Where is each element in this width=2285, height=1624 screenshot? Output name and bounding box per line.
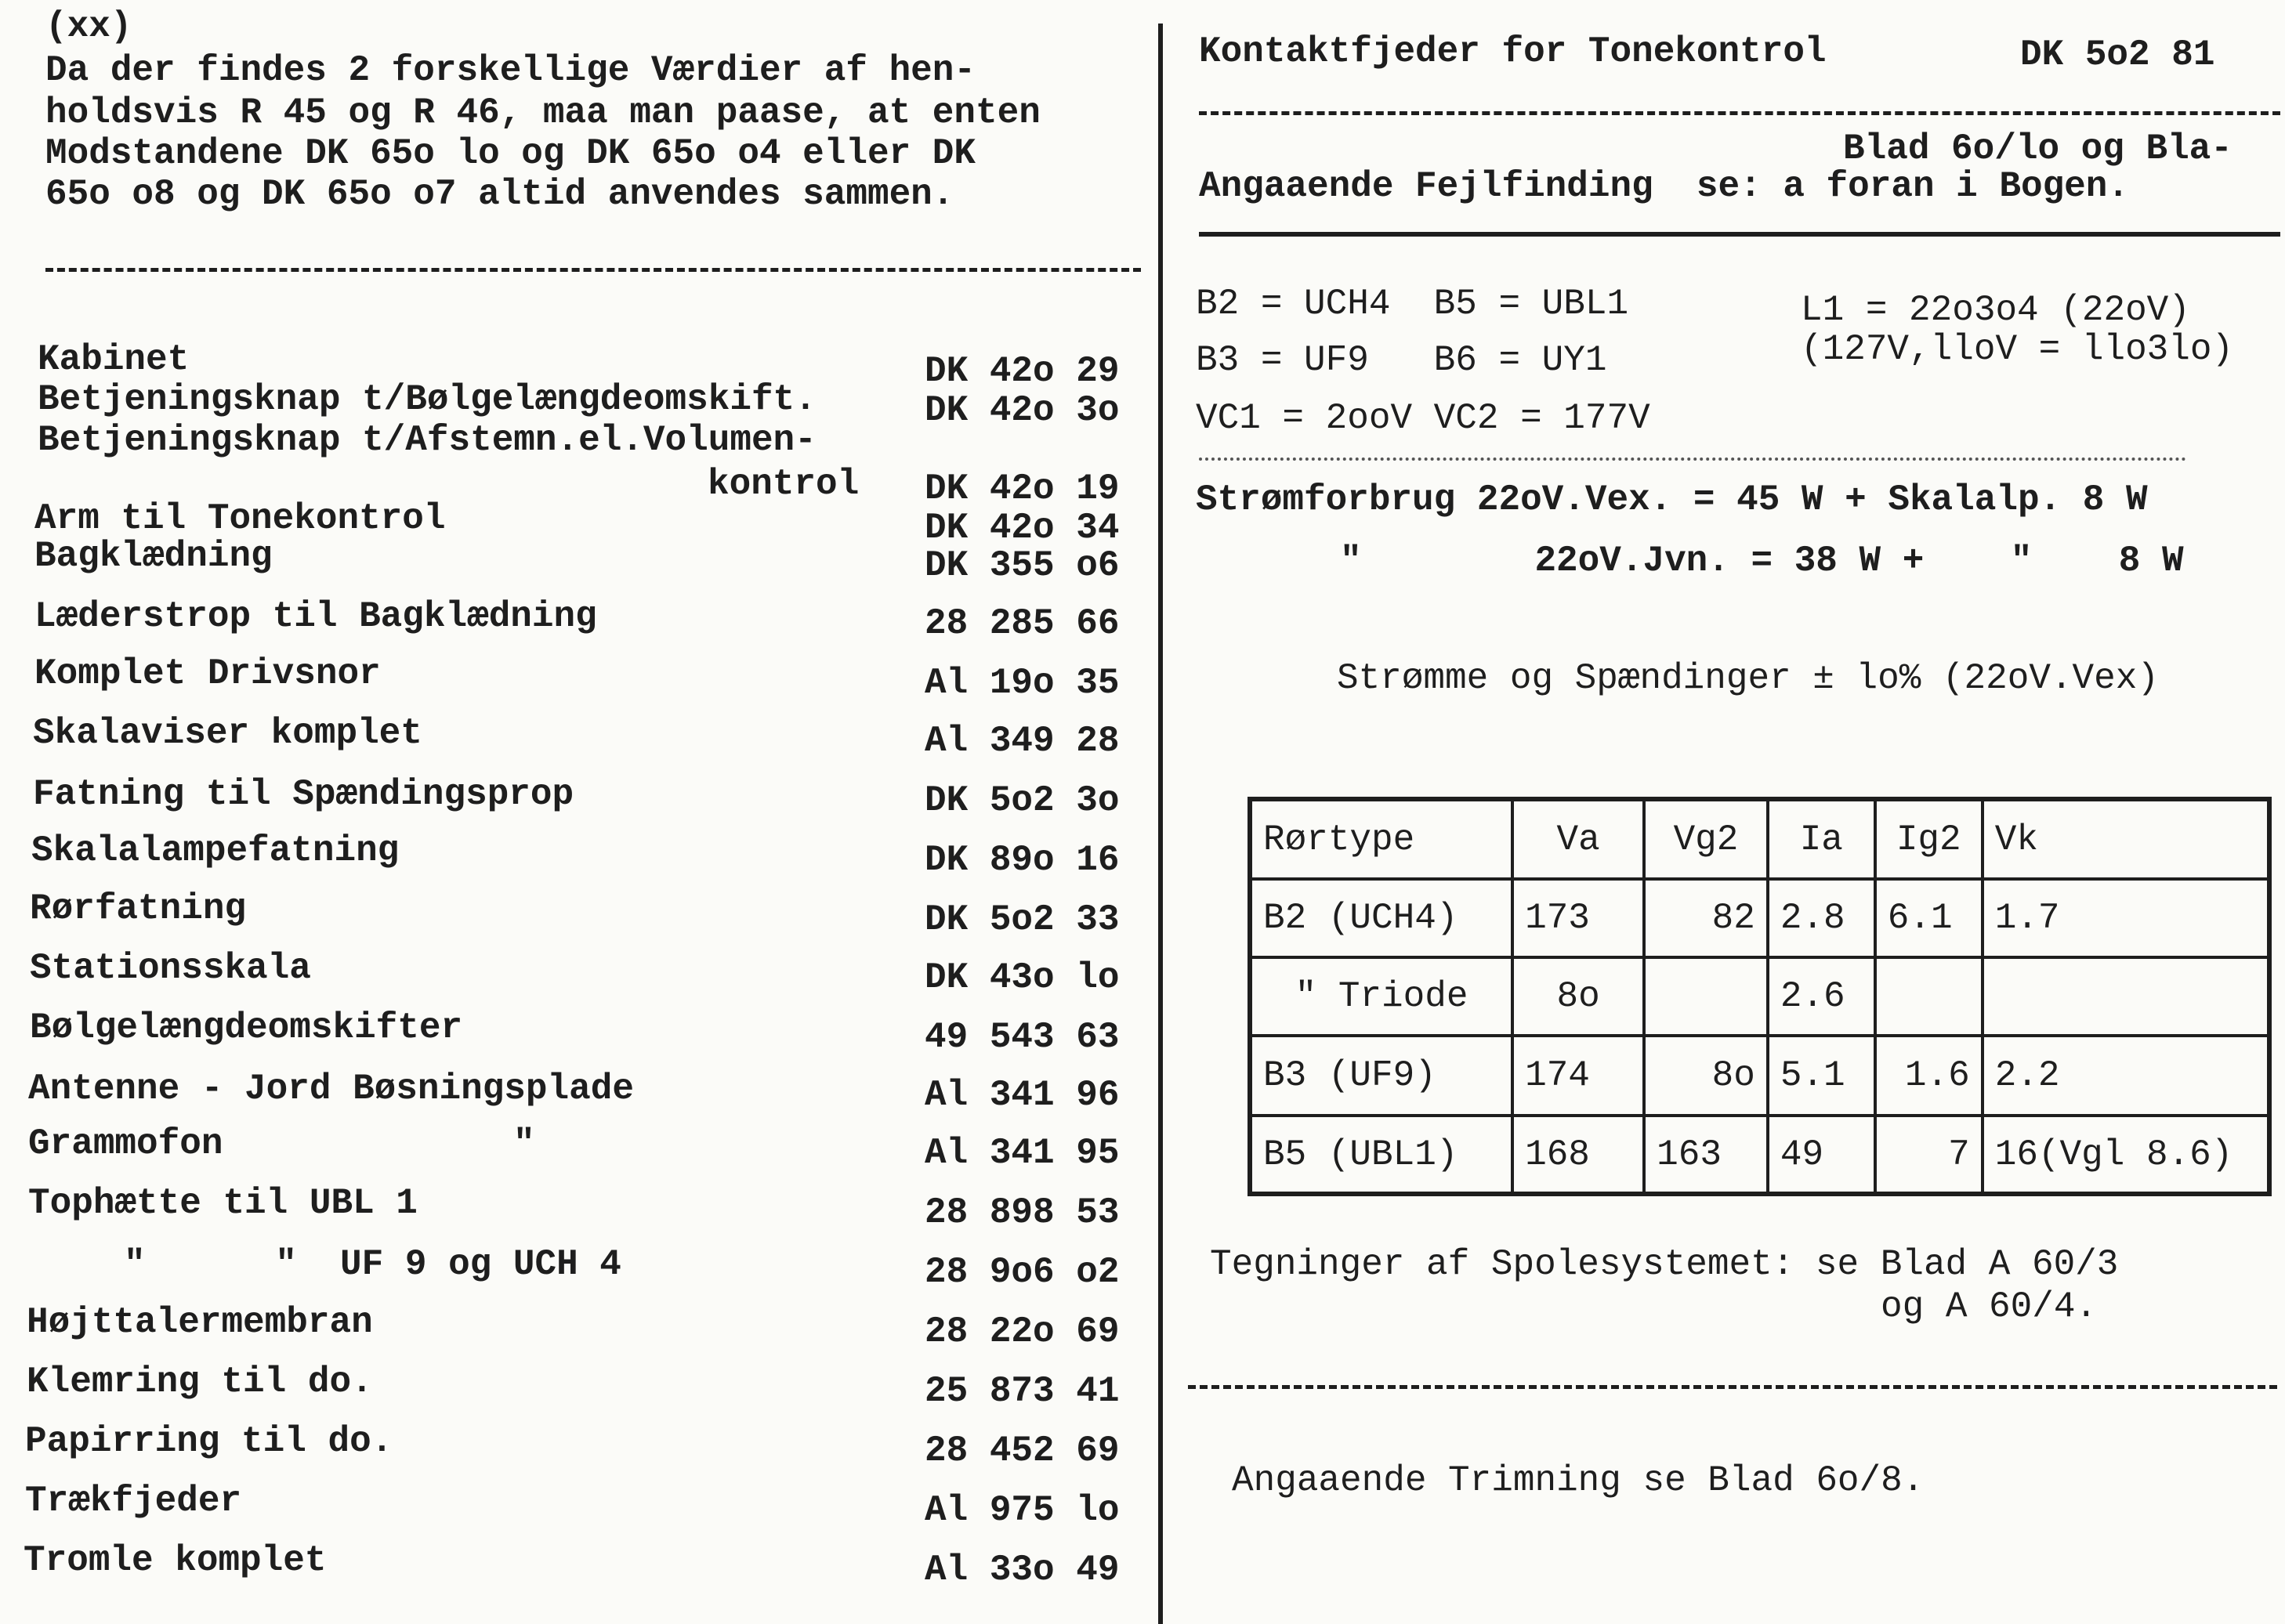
part-number: DK 5o2 33	[925, 899, 1120, 940]
part-name: Betjeningsknap t/Afstemn.el.Volumen-	[38, 420, 817, 461]
table-cell: 6.1	[1875, 879, 1983, 957]
tube-assignments-line-1: B2 = UCH4 B5 = UBL1	[1196, 284, 1629, 324]
part-number: DK 355 o6	[925, 545, 1120, 586]
trimning-reference: Angaaende Trimning se Blad 6o/8.	[1232, 1460, 1925, 1501]
drawings-reference-line-1: Tegninger af Spolesystemet: se Blad A 60/3	[1210, 1244, 2119, 1285]
note-marker: (xx)	[45, 6, 132, 47]
fejlfinding-line-2: Angaaende Fejlfinding se: a foran i Bogen.	[1199, 166, 2129, 207]
part-name: " " UF 9 og UCH 4	[124, 1244, 621, 1285]
part-number: Al 341 96	[925, 1075, 1120, 1116]
part-number: DK 5o2 3o	[925, 780, 1120, 821]
table-cell: 82	[1644, 879, 1768, 957]
table-header-cell: Ig2	[1875, 799, 1983, 879]
header-divider-dashed	[1199, 111, 2280, 115]
part-name: Tophætte til UBL 1	[28, 1183, 418, 1224]
part-number: DK 42o 19	[925, 468, 1120, 509]
table-cell: 16(Vgl 8.6)	[1983, 1116, 2269, 1194]
table-cell: B2 (UCH4)	[1250, 879, 1512, 957]
part-name-continuation: kontrol	[708, 464, 860, 505]
part-number: DK 42o 34	[925, 508, 1120, 548]
part-number: DK 89o 16	[925, 840, 1120, 881]
measurement-table	[1248, 797, 2272, 1196]
part-name: Bølgelængdeomskifter	[30, 1007, 463, 1048]
part-name: Rørfatning	[30, 888, 247, 929]
part-name: Fatning til Spændingsprop	[33, 774, 574, 815]
header-title: Kontaktfjeder for Tonekontrol	[1199, 31, 1827, 72]
part-name: Komplet Drivsnor	[34, 653, 381, 694]
note-line-2: holdsvis R 45 og R 46, maa man paase, at enten	[45, 92, 1041, 133]
part-name: Kabinet	[38, 339, 190, 380]
table-cell: 7	[1875, 1116, 1983, 1194]
part-name: Højttalermembran	[27, 1302, 373, 1343]
part-number: DK 42o 29	[925, 351, 1120, 392]
part-number: Al 341 95	[925, 1133, 1120, 1174]
table-row	[1250, 1116, 2269, 1194]
note-line-4: 65o o8 og DK 65o o7 altid anvendes sammen.	[45, 174, 954, 215]
table-cell: 173	[1512, 879, 1644, 957]
voltage-line: VC1 = 2ooV VC2 = 177V	[1196, 398, 1650, 439]
part-name: Papirring til do.	[25, 1421, 393, 1462]
ditto-mark: "	[513, 1123, 535, 1164]
coil-l1-line-2: (127V,lloV = llo3lo)	[1801, 329, 2234, 370]
table-header-row	[1250, 799, 2269, 879]
part-name: Stationsskala	[30, 948, 311, 989]
part-number: Al 975 lo	[925, 1490, 1120, 1531]
part-name: Skalalampefatning	[31, 830, 400, 871]
column-divider	[1158, 24, 1163, 1624]
table-row	[1250, 879, 2269, 957]
part-number: 28 22o 69	[925, 1311, 1120, 1352]
table-cell: " Triode	[1250, 957, 1512, 1036]
part-name: Skalaviser komplet	[33, 713, 422, 754]
table-header-cell: Vg2	[1644, 799, 1768, 879]
header-part-number: DK 5o2 81	[2020, 34, 2215, 75]
part-name: Grammofon	[28, 1123, 223, 1164]
table-row	[1250, 957, 2269, 1036]
tubes-divider-dotted	[1199, 458, 2186, 461]
table-header-cell: Ia	[1768, 799, 1875, 879]
table-header-cell: Va	[1512, 799, 1644, 879]
drawings-divider-dashed	[1188, 1385, 2277, 1389]
part-name: Bagklædning	[34, 536, 273, 577]
drawings-reference-line-2: og A 60/4.	[1881, 1286, 2098, 1327]
part-number: 25 873 41	[925, 1371, 1120, 1412]
table-cell: 168	[1512, 1116, 1644, 1194]
table-header-cell: Rørtype	[1250, 799, 1512, 879]
table-cell: B3 (UF9)	[1250, 1036, 1512, 1116]
table-cell: 163	[1644, 1116, 1768, 1194]
part-number: 28 9o6 o2	[925, 1252, 1120, 1293]
coil-l1-line-1: L1 = 22o3o4 (22oV)	[1801, 290, 2190, 331]
part-number: 28 285 66	[925, 603, 1120, 644]
table-cell: 8o	[1644, 1036, 1768, 1116]
part-name: Betjeningsknap t/Bølgelængdeomskift.	[38, 379, 817, 420]
part-number: 49 543 63	[925, 1017, 1120, 1058]
table-cell: 1.6	[1875, 1036, 1983, 1116]
table-header-cell: Vk	[1983, 799, 2269, 879]
power-consumption-line-1: Strømforbrug 22oV.Vex. = 45 W + Skalalp. 8 W	[1196, 479, 2148, 520]
power-consumption-line-2: " 22oV.Jvn. = 38 W + " 8 W	[1340, 541, 2184, 581]
part-name: Tromle komplet	[24, 1540, 327, 1581]
table-cell	[1644, 957, 1768, 1036]
part-name: Antenne - Jord Bøsningsplade	[28, 1069, 634, 1109]
table-cell: 2.2	[1983, 1036, 2269, 1116]
table-cell	[1875, 957, 1983, 1036]
part-name: Klemring til do.	[27, 1362, 373, 1402]
part-number: Al 19o 35	[925, 663, 1120, 703]
part-number: DK 43o lo	[925, 957, 1120, 998]
part-number: Al 33o 49	[925, 1550, 1120, 1590]
part-number: 28 898 53	[925, 1192, 1120, 1233]
part-name: Arm til Tonekontrol	[34, 498, 446, 539]
part-name: Trækfjeder	[25, 1481, 242, 1521]
part-name: Læderstrop til Bagklædning	[34, 596, 597, 637]
table-cell: 2.8	[1768, 879, 1875, 957]
tube-assignments-line-2: B3 = UF9 B6 = UY1	[1196, 340, 1607, 381]
note-line-1: Da der findes 2 forskellige Værdier af hen-	[45, 50, 976, 91]
table-cell: 174	[1512, 1036, 1644, 1116]
table-cell: 8o	[1512, 957, 1644, 1036]
left-divider-dashed	[45, 268, 1141, 272]
table-cell: 49	[1768, 1116, 1875, 1194]
fejlfinding-rule	[1199, 232, 2280, 237]
table-cell: 1.7	[1983, 879, 2269, 957]
currents-heading: Strømme og Spændinger ± lo% (22oV.Vex)	[1337, 658, 2159, 699]
table-cell: 5.1	[1768, 1036, 1875, 1116]
part-number: DK 42o 3o	[925, 390, 1120, 431]
note-line-3: Modstandene DK 65o lo og DK 65o o4 eller DK	[45, 133, 976, 174]
part-number: Al 349 28	[925, 721, 1120, 761]
table-row	[1250, 1036, 2269, 1116]
fejlfinding-line-1: Blad 6o/lo og Bla-	[1843, 128, 2232, 169]
table-cell: 2.6	[1768, 957, 1875, 1036]
table-cell: B5 (UBL1)	[1250, 1116, 1512, 1194]
table-cell	[1983, 957, 2269, 1036]
part-number: 28 452 69	[925, 1430, 1120, 1471]
